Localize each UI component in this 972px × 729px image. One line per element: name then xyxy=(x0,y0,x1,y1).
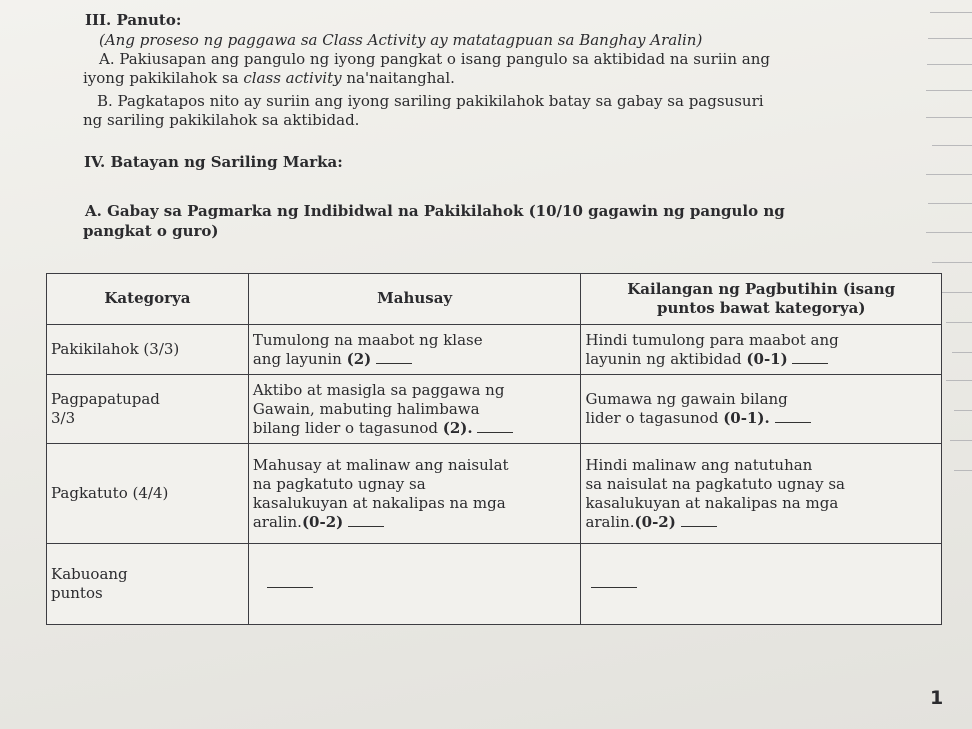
cell-text: sa naisulat na pagkatuto ugnay sa xyxy=(585,474,845,493)
cell-text: bilang lider o tagasunod xyxy=(252,418,443,437)
score-blank xyxy=(348,516,384,527)
cell-text: ang layunin xyxy=(252,349,347,368)
rubric-table xyxy=(46,273,942,625)
table-row xyxy=(47,444,942,543)
table-row xyxy=(47,375,942,444)
mahusay-cell xyxy=(248,444,581,543)
cell-text: Gumawa ng gawain bilang xyxy=(585,390,788,409)
total-pagbutihin-cell xyxy=(581,543,942,624)
item-b-line-2: ng sariling pakikilahok sa aktibidad. xyxy=(83,111,360,129)
cell-text-line xyxy=(585,350,937,369)
cell-text: Pagpapatupad xyxy=(51,390,160,409)
header-pagbutihin-line-2: puntos bawat kategorya) xyxy=(657,298,866,317)
score-range: (0-1) xyxy=(746,349,788,368)
item-a-text: iyong pakikilahok sa xyxy=(83,69,244,87)
score-blank xyxy=(267,577,313,588)
cell-text: aralin. xyxy=(252,512,302,531)
cell-text-line xyxy=(253,419,577,438)
score-range: (2) xyxy=(346,349,372,368)
header-pagbutihin-line-1: Kailangan ng Pagbutihin (isang xyxy=(627,279,896,298)
score-blank xyxy=(591,577,637,588)
category-cell: Pakikilahok (3/3) xyxy=(47,324,249,375)
score-range: (2). xyxy=(442,418,473,437)
table-header-row xyxy=(47,274,942,325)
cell-text-line xyxy=(253,513,577,532)
cell-text: kasalukuyan at nakalipas na mga xyxy=(252,493,506,512)
cell-text: kasalukuyan at nakalipas na mga xyxy=(585,493,839,512)
section-3-note: (Ang proseso ng paggawa sa Class Activity ay matatagpuan sa Banghay Aralin) xyxy=(99,31,703,49)
cell-text: Aktibo at masigla sa paggawa ng xyxy=(252,380,505,399)
score-blank xyxy=(681,516,717,527)
category-cell xyxy=(47,375,249,444)
cell-text: Hindi tumulong para maabot ang xyxy=(585,330,839,349)
section-4-heading: IV. Batayan ng Sariling Marka: xyxy=(84,153,343,171)
cell-text: aralin. xyxy=(585,512,635,531)
cell-text: Tumulong na maabot ng klase xyxy=(252,330,483,349)
header-pagbutihin xyxy=(581,274,942,325)
item-a-line-1: A. Pakiusapan ang pangulo ng iyong pangkat o isang pangulo sa aktibidad na suriin ang xyxy=(99,50,770,68)
cell-text: Kabuoang xyxy=(51,564,128,583)
score-range: (0-2) xyxy=(634,512,676,531)
cell-text-line xyxy=(585,513,937,532)
mahusay-cell xyxy=(248,324,581,375)
table-row xyxy=(47,543,942,624)
cell-text: puntos xyxy=(51,583,103,602)
cell-text-line xyxy=(585,409,937,428)
pagbutihin-cell xyxy=(581,324,942,375)
mahusay-cell xyxy=(248,375,581,444)
total-mahusay-cell xyxy=(248,543,581,624)
header-kategorya: Kategorya xyxy=(47,274,249,325)
section-4-subheading-line-1: A. Gabay sa Pagmarka ng Indibidwal na Pakikilahok (10/10 gagawin ng pangulo ng xyxy=(85,202,785,220)
cell-text: layunin ng aktibidad xyxy=(585,349,747,368)
cell-text: lider o tagasunod xyxy=(585,409,724,428)
item-a-italic-text: class activity xyxy=(243,69,342,87)
item-b-line-1: B. Pagkatapos nito ay suriin ang iyong sariling pakikilahok batay sa gabay sa pagsusuri xyxy=(97,92,764,110)
cell-text: Gawain, mabuting halimbawa xyxy=(252,399,480,418)
item-a-text-end: na'naitanghal. xyxy=(341,69,455,87)
cell-text: Hindi malinaw ang natutuhan xyxy=(585,455,813,474)
category-cell: Pagkatuto (4/4) xyxy=(47,444,249,543)
score-blank xyxy=(477,422,513,433)
cell-text-line xyxy=(253,350,577,369)
table-row xyxy=(47,324,942,375)
cell-text: 3/3 xyxy=(51,409,76,428)
item-a-line-2 xyxy=(83,69,455,87)
pagbutihin-cell xyxy=(581,375,942,444)
pagbutihin-cell xyxy=(581,444,942,543)
section-3-heading: III. Panuto: xyxy=(85,11,182,29)
score-blank xyxy=(792,353,828,364)
score-range: (0-2) xyxy=(301,512,344,531)
section-4-subheading-line-2: pangkat o guro) xyxy=(83,222,219,240)
header-mahusay: Mahusay xyxy=(248,274,581,325)
cell-text: Mahusay at malinaw ang naisulat xyxy=(252,455,509,474)
score-blank xyxy=(376,353,412,364)
page-number: 1 xyxy=(930,687,944,709)
category-cell xyxy=(47,543,249,624)
score-range: (0-1). xyxy=(723,409,770,428)
score-blank xyxy=(775,412,811,423)
cell-text: na pagkatuto ugnay sa xyxy=(252,474,426,493)
